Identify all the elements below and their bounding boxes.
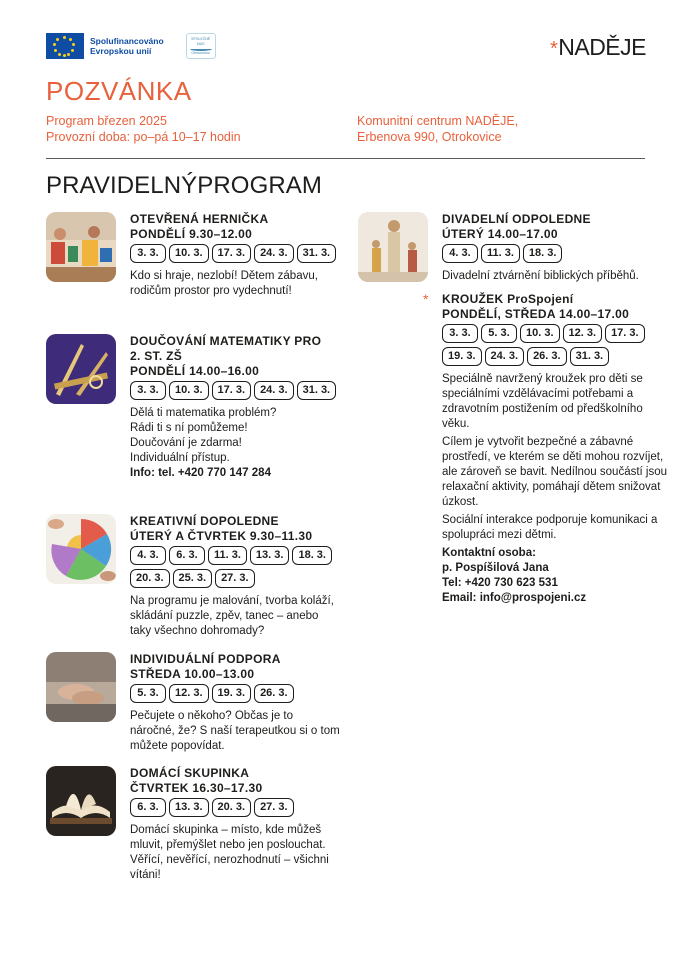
date-badge: 12. 3.	[563, 324, 603, 343]
event-dates	[442, 244, 672, 267]
header-logos	[46, 33, 216, 59]
event-desc-text: Pečujete o někoho? Občas je to náročné, že? S naší terapeutkou si o tom můžete popovídat.	[130, 710, 340, 752]
date-badge: 12. 3.	[169, 684, 209, 703]
event-title-line: DOUČOVÁNÍ MATEMATIKY PRO	[130, 334, 322, 348]
date-badge: 20. 3.	[130, 569, 170, 588]
date-badge: 4. 3.	[130, 546, 166, 565]
event-desc-text: Divadelní ztvárnění biblických příběhů.	[442, 270, 639, 282]
event-body	[442, 212, 672, 287]
event-description	[442, 372, 672, 606]
logo-name: NADĚJE	[558, 34, 646, 60]
event-time: PONDĚLÍ, STŘEDA 14.00–17.00	[442, 307, 630, 321]
event-time: ÚTERÝ A ČTVRTEK 9.30–11.30	[130, 529, 313, 543]
math-tools-photo-icon	[46, 334, 116, 404]
event-time: PONDĚLÍ 14.00–16.00	[130, 364, 260, 378]
event-description	[130, 594, 340, 639]
event-title-line: INDIVIDUÁLNÍ PODPORA	[130, 652, 281, 666]
date-badge: 4. 3.	[442, 244, 478, 263]
event-title-line: 2. ST. ZŠ	[130, 349, 183, 363]
date-badge: 24. 3.	[254, 244, 294, 263]
center-street: Erbenova 990, Otrokovice	[357, 129, 502, 144]
date-badge: 17. 3.	[212, 244, 252, 263]
mas-text-line2: MAS	[196, 41, 205, 46]
date-badge: 10. 3.	[169, 381, 209, 400]
eu-text-line1: Spolufinancováno	[90, 36, 164, 46]
date-badge: 6. 3.	[169, 546, 205, 565]
event-body	[130, 514, 340, 642]
theatre-figures-photo-icon	[358, 212, 428, 282]
date-badge: 3. 3.	[130, 381, 166, 400]
event-time: ČTVRTEK 16.30–17.30	[130, 781, 263, 795]
eu-flag-icon	[46, 33, 84, 59]
event-description	[442, 269, 672, 284]
event-desc-text: Na programu je malování, tvorba koláží, skládání puzzle, zpěv, tanec – anebo taky všechno dohromady?	[130, 595, 334, 637]
date-badge: 5. 3.	[481, 324, 517, 343]
event-body	[130, 212, 340, 302]
eu-text-line2: Evropskou unií	[90, 46, 152, 56]
event-title-line: OTEVŘENÁ HERNIČKA	[130, 212, 269, 226]
event-desc-text: Individuální přístup.	[130, 452, 230, 464]
date-badge: 10. 3.	[169, 244, 209, 263]
event-desc-text: Dělá ti matematika problém?	[130, 407, 277, 419]
event-title	[130, 212, 340, 242]
event-desc-text: Cílem je vytvořit bezpečné a zábavné prostředí, ve kterém se děti mohou rozvíjet, ale zároveň se bavit. Nedílnou součástí jsou relaxační aktivity, pomáhají dětem snižovat úzkost.	[442, 436, 668, 508]
nadeje-logo	[550, 34, 646, 61]
event-dates	[130, 244, 340, 267]
hands-painting-photo-icon	[46, 514, 116, 584]
contact-email: Email: info@prospojeni.cz	[442, 592, 587, 604]
holding-hands-photo-icon	[46, 652, 116, 722]
date-badge: 26. 3.	[527, 347, 567, 366]
event-description	[130, 269, 340, 299]
event-dates	[130, 684, 340, 707]
date-badge: 31. 3.	[297, 381, 337, 400]
event-desc-text: Domácí skupinka – místo, kde můžeš mluvit, přemýšlet nebo jen poslouchat. Věřící, nevěřící, nerozhodnutí – všichni vítáni!	[130, 824, 329, 881]
event-body	[130, 652, 340, 757]
event-dates	[442, 324, 672, 370]
event-desc-text: Rádi ti s ní pomůžeme!	[130, 422, 248, 434]
event-desc-text: Kdo si hraje, nezlobí! Dětem zábavu, rodičům prostor pro vydechnutí!	[130, 270, 318, 297]
event-title	[130, 334, 340, 379]
date-badge: 31. 3.	[297, 244, 337, 263]
event-dates	[130, 798, 340, 821]
date-badge: 13. 3.	[250, 546, 290, 565]
event-time: ÚTERÝ 14.00–17.00	[442, 227, 558, 241]
event-title	[130, 514, 340, 544]
event-title-line: KREATIVNÍ DOPOLEDNE	[130, 514, 279, 528]
eu-cofunding-text	[90, 36, 164, 56]
date-badge: 19. 3.	[442, 347, 482, 366]
mas-text-line3: Otrokovicko	[191, 50, 210, 55]
date-badge: 25. 3.	[173, 569, 213, 588]
event-desc-text: Doučování je zdarma!	[130, 437, 242, 449]
date-badge: 18. 3.	[292, 546, 332, 565]
event-title	[130, 652, 340, 682]
event-dates	[130, 546, 340, 592]
section-title: PRAVIDELNÝPROGRAM	[46, 172, 322, 199]
event-contact: Info: tel. +420 770 147 284	[130, 467, 271, 479]
contact-label: Kontaktní osoba:	[442, 547, 536, 559]
event-description	[130, 709, 340, 754]
date-badge: 18. 3.	[523, 244, 563, 263]
event-description	[130, 406, 340, 481]
asterisk-icon: *	[423, 291, 429, 307]
date-badge: 27. 3.	[215, 569, 255, 588]
contact-phone: Tel: +420 730 623 531	[442, 577, 558, 589]
date-badge: 17. 3.	[212, 381, 252, 400]
opening-hours: Provozní doba: po–pá 10–17 hodin	[46, 129, 241, 144]
logo-asterisk-icon: *	[549, 38, 558, 60]
contact-name: p. Pospíšilová Jana	[442, 562, 549, 574]
event-title	[442, 292, 672, 322]
event-dates	[130, 381, 340, 404]
event-description	[130, 823, 340, 883]
date-badge: 20. 3.	[212, 798, 252, 817]
date-badge: 10. 3.	[520, 324, 560, 343]
date-badge: 5. 3.	[130, 684, 166, 703]
event-desc-text: Speciálně navržený kroužek pro děti se speciálními vzdělávacími potřebami a zdravotním postižením od předškolního věku.	[442, 373, 643, 430]
divider	[46, 158, 645, 159]
date-badge: 24. 3.	[485, 347, 525, 366]
date-badge: 31. 3.	[570, 347, 610, 366]
event-title	[442, 212, 672, 242]
date-badge: 19. 3.	[212, 684, 252, 703]
event-body	[130, 766, 340, 886]
program-month: Program březen 2025	[46, 114, 167, 128]
mas-logo	[186, 33, 216, 59]
event-title-line: KROUŽEK ProSpojení	[442, 292, 574, 306]
event-title-line: DOMÁCÍ SKUPINKA	[130, 766, 250, 780]
children-playroom-photo-icon	[46, 212, 116, 282]
date-badge: 17. 3.	[605, 324, 645, 343]
event-body	[130, 334, 340, 481]
date-badge: 27. 3.	[254, 798, 294, 817]
date-badge: 13. 3.	[169, 798, 209, 817]
event-desc-text: Sociální interakce podporuje komunikaci a spolupráci mezi dětmi.	[442, 514, 658, 541]
date-badge: 3. 3.	[130, 244, 166, 263]
event-title-line: DIVADELNÍ ODPOLEDNE	[442, 212, 591, 226]
mas-text-line1: SPOLEČNĚ	[191, 36, 211, 41]
event-time: STŘEDA 10.00–13.00	[130, 667, 255, 681]
program-info	[46, 114, 241, 145]
date-badge: 3. 3.	[442, 324, 478, 343]
event-body	[423, 291, 672, 606]
center-name: Komunitní centrum NADĚJE,	[357, 114, 519, 128]
date-badge: 6. 3.	[130, 798, 166, 817]
center-address	[357, 114, 518, 145]
date-badge: 26. 3.	[254, 684, 294, 703]
date-badge: 24. 3.	[254, 381, 294, 400]
event-time: PONDĚLÍ 9.30–12.00	[130, 227, 253, 241]
date-badge: 11. 3.	[481, 244, 520, 263]
event-title	[130, 766, 340, 796]
open-book-photo-icon	[46, 766, 116, 836]
page-title: POZVÁNKA	[46, 76, 192, 106]
date-badge: 11. 3.	[208, 546, 247, 565]
